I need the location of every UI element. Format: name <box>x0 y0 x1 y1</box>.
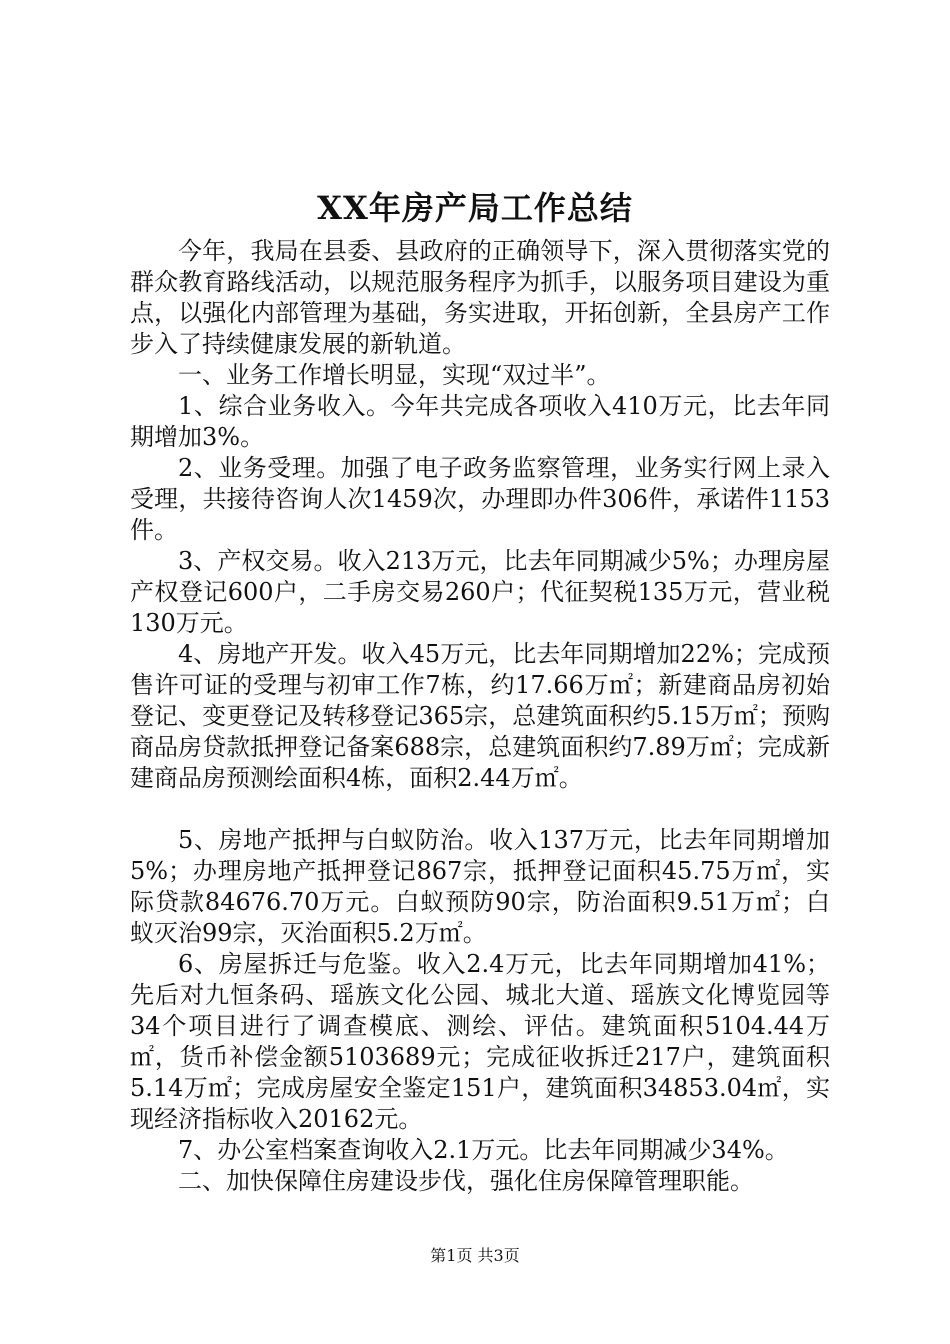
intro-paragraph: 今年，我局在县委、县政府的正确领导下，深入贯彻落实党的群众教育路线活动，以规范服务程序为抓手，以服务项目建设为重点，以强化内部管理为基础，务实进取，开拓创新，全县房产工作步入了持续健康发展的新轨道。 <box>130 237 830 358</box>
section-heading-1: 一、业务工作增长明显，实现“双过半”。 <box>178 361 611 389</box>
paragraph-item-3: 3、产权交易。收入213万元，比去年同期减少5%；办理房屋产权登记600户，二手房交易260户；代征契税135万元，营业税130万元。 <box>130 547 830 637</box>
paragraph-item-6: 6、房屋拆迁与危鉴。收入2.4万元，比去年同期增加41%；先后对九恒条码、瑶族文化公园、城北大道、瑶族文化博览园等34个项目进行了调查模底、测绘、评估。建筑面积5104.44万㎡，货币补偿金额5103689元；完成征收拆迁217户，建筑面积5.14万㎡；完成房屋安全鉴定151户，建筑面积34853.04㎡，实现经济指标收入20162元。 <box>130 950 830 1133</box>
document-title: XX年房产局工作总结 <box>317 189 633 227</box>
paragraph-item-7: 7、办公室档案查询收入2.1万元。比去年同期减少34%。 <box>178 1136 789 1164</box>
paragraph-item-2: 2、业务受理。加强了电子政务监察管理，业务实行网上录入受理，共接待咨询人次1459次，办理即办件306件，承诺件1153件。 <box>130 454 830 544</box>
paragraph-item-5: 5、房地产抵押与白蚁防治。收入137万元，比去年同期增加5%；办理房地产抵押登记867宗，抵押登记面积45.75万㎡，实际贷款84676.70万元。白蚁预防90宗，防治面积9.51万㎡；白蚁灭治99宗，灭治面积5.2万㎡。 <box>130 826 830 947</box>
paragraph-item-4: 4、房地产开发。收入45万元，比去年同期增加22%；完成预售许可证的受理与初审工作7栋，约17.66万㎡；新建商品房初始登记、变更登记及转移登记365宗，总建筑面积约5.15万㎡；预购商品房贷款抵押登记备案688宗，总建筑面积约7.89万㎡；完成新建商品房预测绘面积4栋，面积2.44万㎡。 <box>130 640 830 792</box>
document-body <box>130 236 830 1197</box>
paragraph-item-1: 1、综合业务收入。今年共完成各项收入410万元，比去年同期增加3%。 <box>130 392 830 451</box>
section-heading-2: 二、加快保障住房建设步伐，强化住房保障管理职能。 <box>178 1167 754 1195</box>
page-number-footer: 第1页 共3页 <box>430 1246 520 1265</box>
